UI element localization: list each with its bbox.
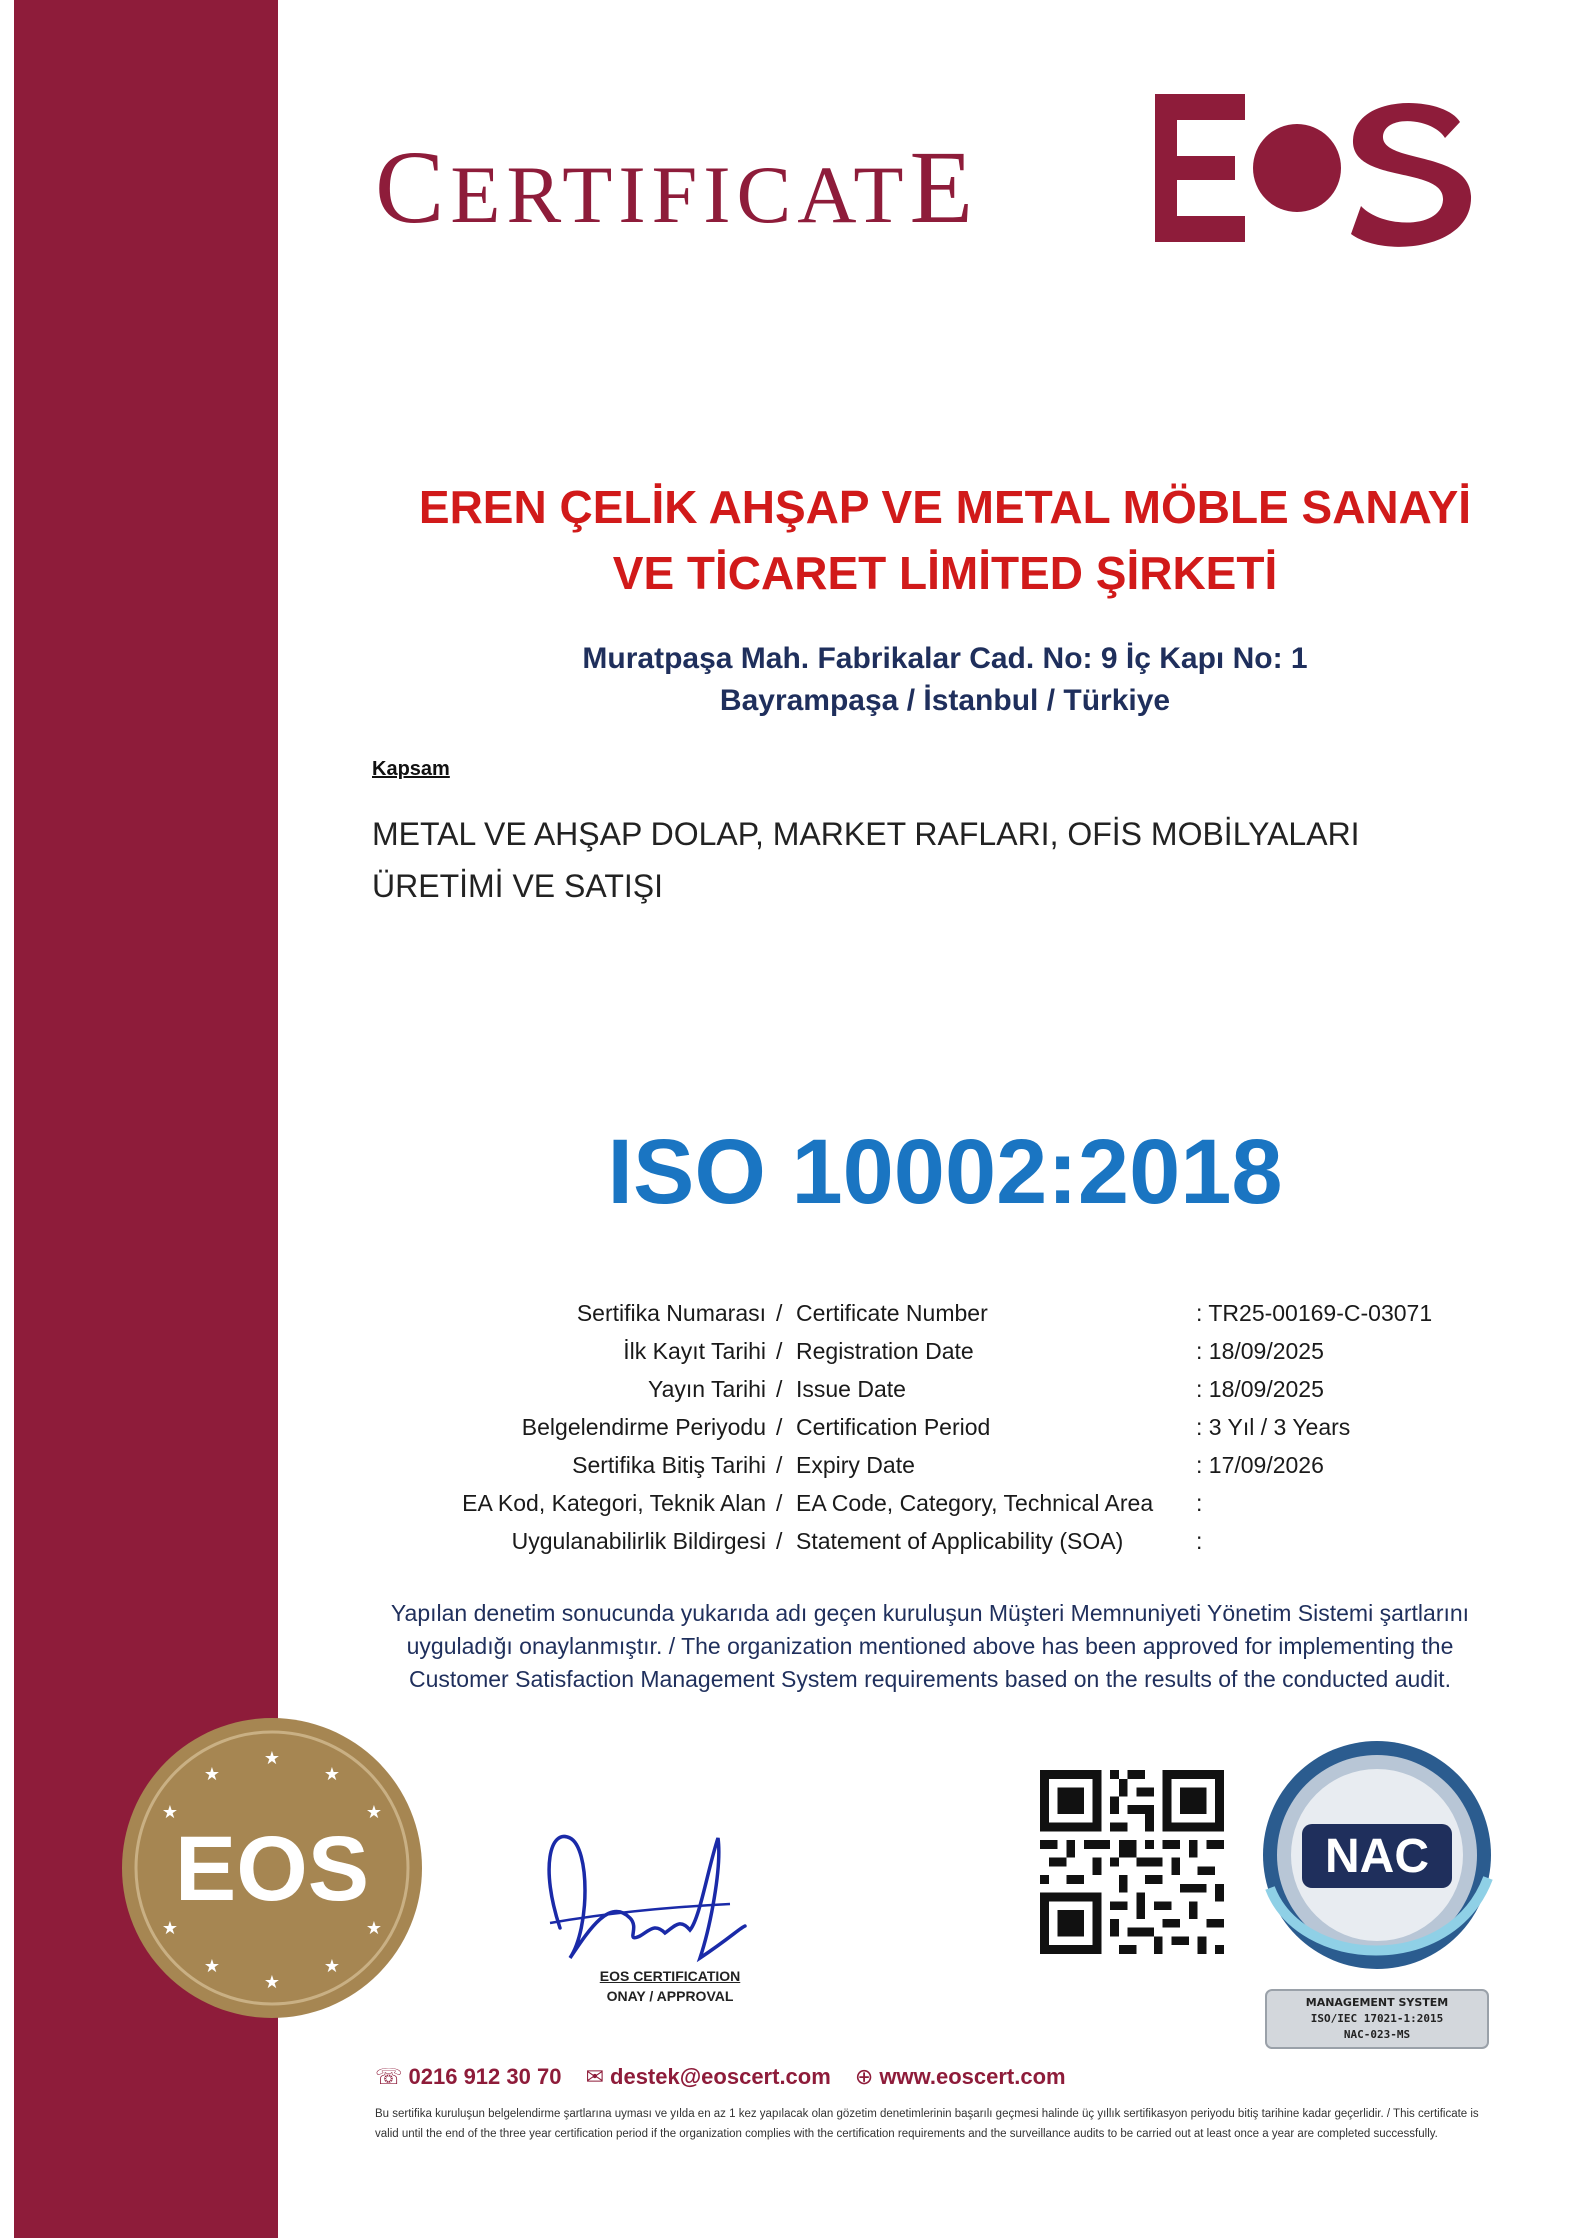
- detail-label-tr: Belgelendirme Periyodu: [521, 1414, 766, 1440]
- scope-text: [372, 808, 1522, 912]
- eos-logo: [1155, 88, 1475, 248]
- company-address: [290, 638, 1588, 722]
- svg-text:★: ★: [323, 1956, 341, 1977]
- detail-label-en: Registration Date: [796, 1338, 974, 1364]
- nac-line3: NAC-023-MS: [1343, 2028, 1411, 2041]
- detail-separator: /: [776, 1300, 783, 1326]
- contact-bar: [375, 2064, 1084, 2090]
- detail-value: :: [1196, 1490, 1203, 1516]
- address-line1: Muratpaşa Mah. Fabrikalar Cad. No: 9 İç Kapı No: 1: [582, 642, 1308, 675]
- detail-label-tr: Yayın Tarihi: [647, 1376, 766, 1402]
- detail-value: :: [1196, 1528, 1203, 1554]
- address-line2: Bayrampaşa / İstanbul / Türkiye: [719, 684, 1171, 717]
- standard-title: ISO 10002:2018: [607, 1121, 1283, 1223]
- detail-row: [380, 1408, 1510, 1446]
- scope-label: Kapsam: [372, 758, 450, 780]
- contact-web[interactable]: [855, 2064, 1066, 2089]
- detail-value: : TR25-00169-C-03071: [1196, 1300, 1433, 1326]
- svg-text:★: ★: [161, 1918, 179, 1939]
- detail-label-tr: EA Kod, Kategori, Teknik Alan: [462, 1490, 766, 1516]
- detail-label-en: Expiry Date: [796, 1452, 915, 1478]
- statement-line1: Yapılan denetim sonucunda yukarıda adı geçen kuruluşun Müşteri Memnuniyeti Yönetim Sistemi şartlarını: [390, 1600, 1470, 1626]
- company-name: [290, 474, 1588, 606]
- detail-label-en: Issue Date: [796, 1376, 906, 1402]
- svg-text:★: ★: [365, 1802, 383, 1823]
- envelope-icon: ✉: [585, 2064, 605, 2089]
- validity-footnote: [375, 2104, 1505, 2144]
- detail-row: [380, 1484, 1510, 1522]
- phone-icon: ☏: [375, 2064, 403, 2089]
- detail-value: : 3 Yıl / 3 Years: [1196, 1414, 1351, 1440]
- detail-label-en: Certificate Number: [796, 1300, 988, 1326]
- detail-row: [380, 1522, 1510, 1560]
- detail-value: : 17/09/2026: [1196, 1452, 1324, 1478]
- contact-phone[interactable]: [375, 2064, 561, 2089]
- detail-separator: /: [776, 1490, 783, 1516]
- statement-line2: uyguladığı onaylanmıştır. / The organization mentioned above has been approved for implementing the: [406, 1633, 1454, 1659]
- svg-text:★: ★: [323, 1764, 341, 1785]
- detail-label-tr: Uygulanabilirlik Bildirgesi: [511, 1528, 766, 1554]
- detail-row: [380, 1370, 1510, 1408]
- detail-label-tr: İlk Kayıt Tarihi: [623, 1338, 766, 1364]
- qr-code[interactable]: [1040, 1770, 1224, 1954]
- nac-logo-text: NAC: [1325, 1830, 1429, 1883]
- detail-label-tr: Sertifika Numarası: [576, 1300, 766, 1326]
- company-name-line2: VE TİCARET LİMİTED ŞİRKETİ: [612, 547, 1278, 599]
- approval-statement: [360, 1597, 1500, 1696]
- detail-label-en: EA Code, Category, Technical Area: [796, 1490, 1154, 1516]
- detail-separator: /: [776, 1452, 783, 1478]
- detail-value: : 18/09/2025: [1196, 1338, 1324, 1364]
- detail-label-en: Certification Period: [796, 1414, 991, 1440]
- signature-caption-line2: ONAY / APPROVAL: [606, 1988, 734, 2004]
- certificate-title: CERTIFICATE: [375, 130, 979, 245]
- scope-line1: METAL VE AHŞAP DOLAP, MARKET RAFLARI, OFİS MOBİLYALARI: [372, 816, 1360, 852]
- footnote-line2: valid until the end of the three year certification period if the organization complies with the certification requirements and the surveillance audits to be carried out at least once a year are completed successfully.: [375, 2128, 1438, 2140]
- svg-text:★: ★: [161, 1802, 179, 1823]
- detail-row: [380, 1446, 1510, 1484]
- nac-line2: ISO/IEC 17021-1:2015: [1310, 2012, 1444, 2025]
- nac-line1: MANAGEMENT SYSTEM: [1305, 1996, 1449, 2009]
- seal-text: EOS: [174, 1818, 370, 1920]
- svg-text:★: ★: [203, 1764, 221, 1785]
- scope-line2: ÜRETİMİ VE SATIŞI: [372, 868, 663, 904]
- detail-separator: /: [776, 1414, 783, 1440]
- eos-seal: [92, 1688, 452, 2048]
- svg-text:★: ★: [203, 1956, 221, 1977]
- detail-value: : 18/09/2025: [1196, 1376, 1324, 1402]
- globe-icon: ⊕: [854, 2064, 874, 2089]
- detail-separator: /: [776, 1338, 783, 1364]
- company-name-line1: EREN ÇELİK AHŞAP VE METAL MÖBLE SANAYİ: [418, 481, 1472, 533]
- detail-separator: /: [776, 1528, 783, 1554]
- statement-line3: Customer Satisfaction Management System requirements based on the results of the conducted audit.: [409, 1666, 1451, 1692]
- certificate-details: [380, 1294, 1510, 1560]
- detail-row: [380, 1294, 1510, 1332]
- footnote-line1: Bu sertifika kuruluşun belgelendirme şartlarına uyması ve yılda en az 1 kez yapılacak olan gözetim denetimlerinin başarılı geçmesi halinde üç yıllık sertifikasyon periyodu bitiş tarihine kadar geçerlidir. / This certificate is: [375, 2108, 1479, 2120]
- detail-row: [380, 1332, 1510, 1370]
- contact-email[interactable]: [586, 2064, 831, 2089]
- svg-text:★: ★: [263, 1748, 281, 1769]
- phone-text: 0216 912 30 70: [408, 2064, 562, 2089]
- nac-accreditation-badge: [1260, 1738, 1494, 2050]
- email-text: destek@eoscert.com: [610, 2064, 831, 2089]
- svg-text:★: ★: [263, 1972, 281, 1993]
- detail-label-tr: Sertifika Bitiş Tarihi: [572, 1452, 766, 1478]
- web-text: www.eoscert.com: [879, 2064, 1066, 2089]
- signature-caption-line1: EOS CERTIFICATION: [599, 1968, 741, 1984]
- svg-text:★: ★: [365, 1918, 383, 1939]
- detail-label-en: Statement of Applicability (SOA): [796, 1528, 1124, 1554]
- detail-separator: /: [776, 1376, 783, 1402]
- signature-caption: [570, 1966, 770, 2006]
